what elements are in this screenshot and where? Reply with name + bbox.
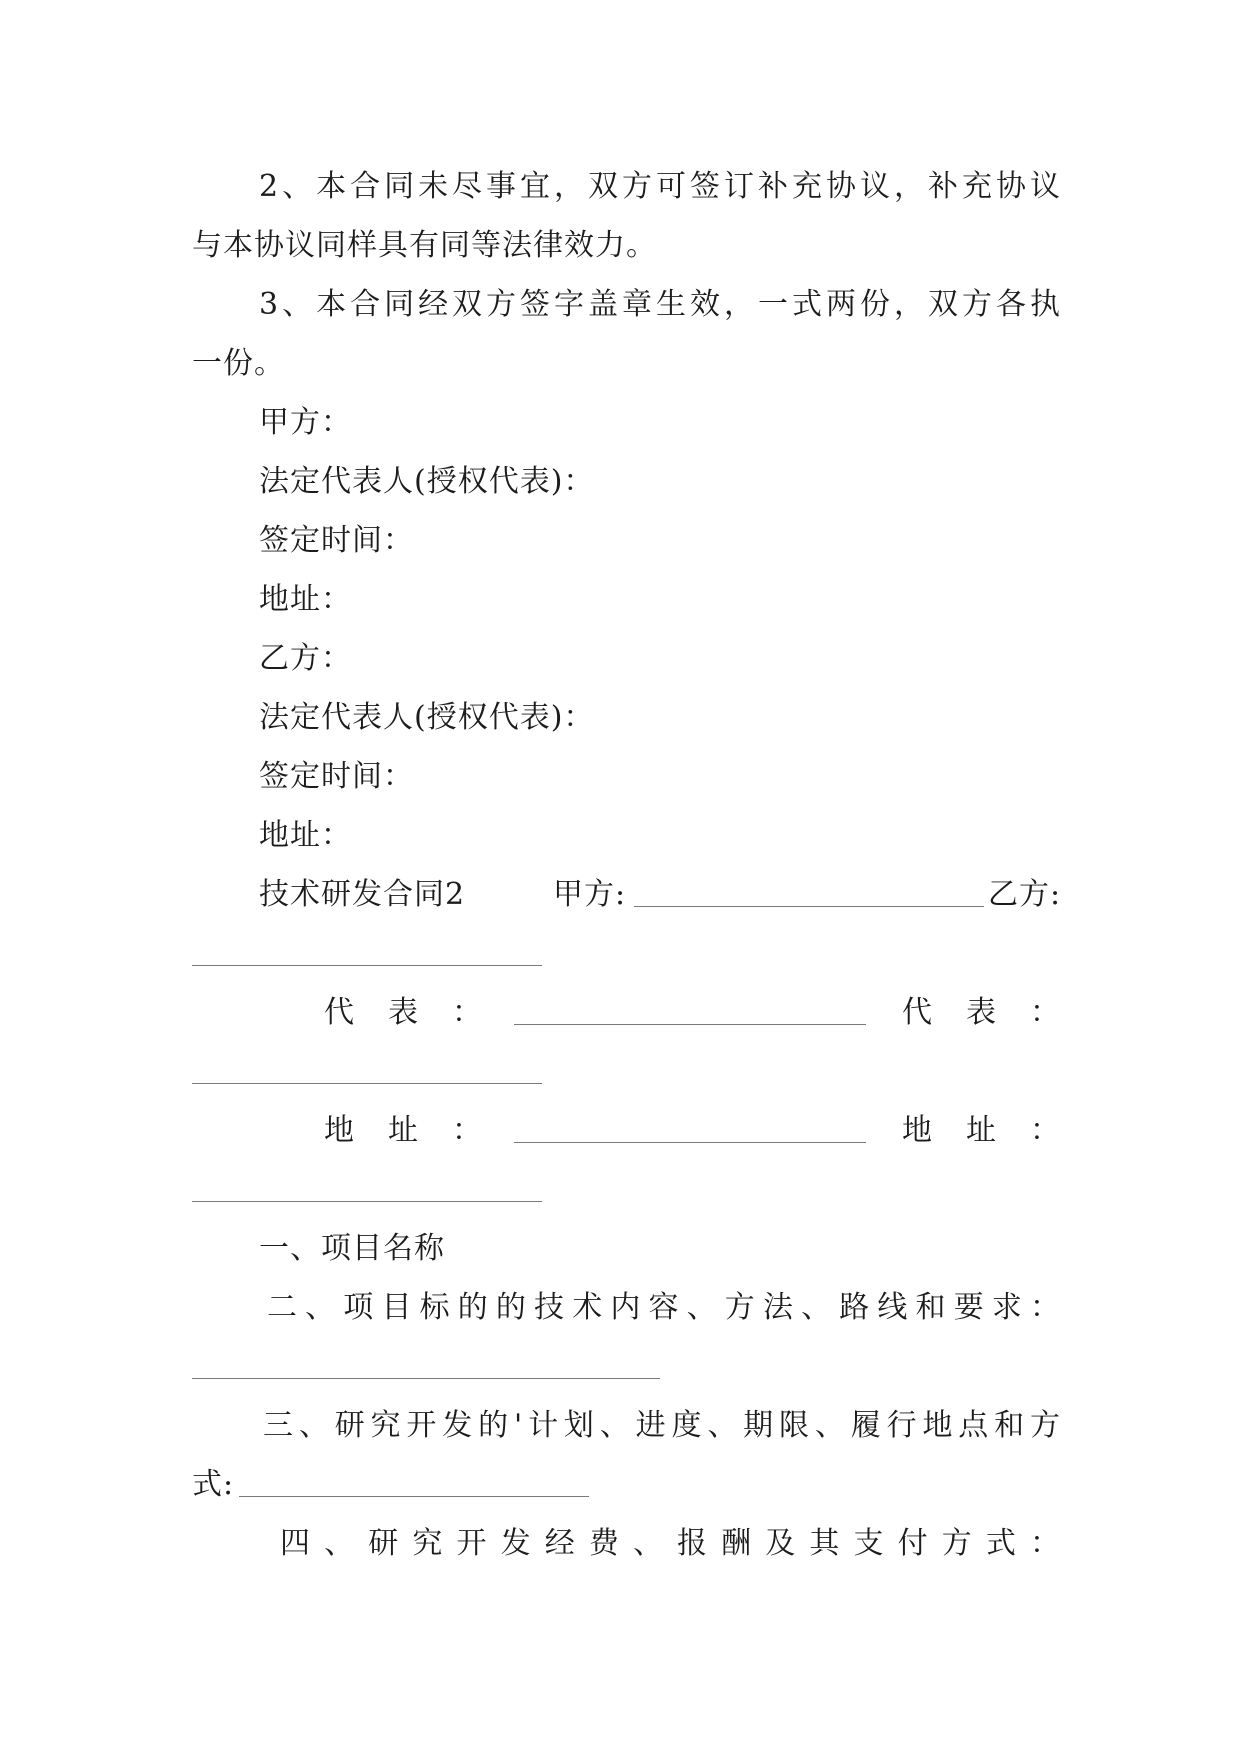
clause-3-text-1: 3、本合同经双方签字盖章生效，一式两份，双方各执 [259,287,1060,322]
clause-2-line-1 [0,157,1241,216]
clause-2-text-2: 与本协议同样具有同等法律效力。 [192,228,657,263]
address-left-blank-line [514,1101,866,1143]
representative-right-blank-row [0,1042,1241,1101]
address-right-blank-row [0,1160,1241,1219]
clause-3-line-1 [0,275,1241,334]
contract2-party-b-label: 乙方: [988,877,1062,912]
section-2-blank-row [0,1337,1241,1396]
clause-2-text-1: 2、本合同未尽事宜，双方可签订补充协议，补充协议 [259,169,1060,204]
party-a-address: 地址： [259,582,352,617]
section-2-blank-line [192,1337,660,1379]
party-a-label: 甲方： [259,405,352,440]
party-b-signing-date: 签定时间： [259,759,414,794]
section-4-line [0,1514,1241,1573]
party-b-label-line [0,629,1241,688]
party-b-address-line [0,806,1241,865]
address-right-label: 地址： [902,1113,1094,1148]
section-1-line [0,1219,1241,1278]
contract2-party-a-label: 甲方: [553,877,627,912]
party-b-representative-line [0,688,1241,747]
section-3-heading-2: 式: [192,1467,235,1502]
party-b-signing-date-line [0,747,1241,806]
representative-left-label: 代表： [324,995,516,1030]
party-a-signing-date-line [0,511,1241,570]
section-2-heading: 二、项目标的的技术内容、方法、路线和要求： [267,1290,1060,1325]
party-a-representative-line [0,452,1241,511]
party-b-blank-line [192,924,542,966]
address-right-blank-line [192,1160,542,1202]
party-b-representative: 法定代表人(授权代表)： [259,700,595,735]
representative-left-blank-line [514,983,866,1025]
party-b-label: 乙方： [259,641,352,676]
section-2-line [0,1278,1241,1337]
contract2-representative-line [0,983,1241,1042]
contract2-address-line [0,1101,1241,1160]
representative-right-blank-line [192,1042,542,1084]
contract2-title: 技术研发合同2 [259,877,466,912]
clause-2-line-2 [0,216,1241,275]
section-4-heading: 四、研究开发经费、报酬及其支付方式： [280,1526,1060,1561]
clause-3-line-2 [0,334,1241,393]
address-left-label: 地址： [324,1113,516,1148]
party-a-signing-date: 签定时间： [259,523,414,558]
section-1-heading: 一、项目名称 [259,1231,445,1266]
representative-right-label: 代表： [902,995,1094,1030]
party-a-representative: 法定代表人(授权代表)： [259,464,595,499]
contract2-parties-line [0,865,1241,924]
party-a-blank-line [634,865,984,907]
party-a-address-line [0,570,1241,629]
party-b-address: 地址： [259,818,352,853]
clause-3-text-2: 一份。 [192,346,285,381]
party-b-blank-row [0,924,1241,983]
section-3-heading-1: 三、研究开发的'计划、进度、期限、履行地点和方 [263,1408,1060,1443]
party-a-label-line [0,393,1241,452]
section-3-line-2 [0,1455,1241,1514]
section-3-blank-line [239,1455,589,1497]
section-3-line-1 [0,1396,1241,1455]
